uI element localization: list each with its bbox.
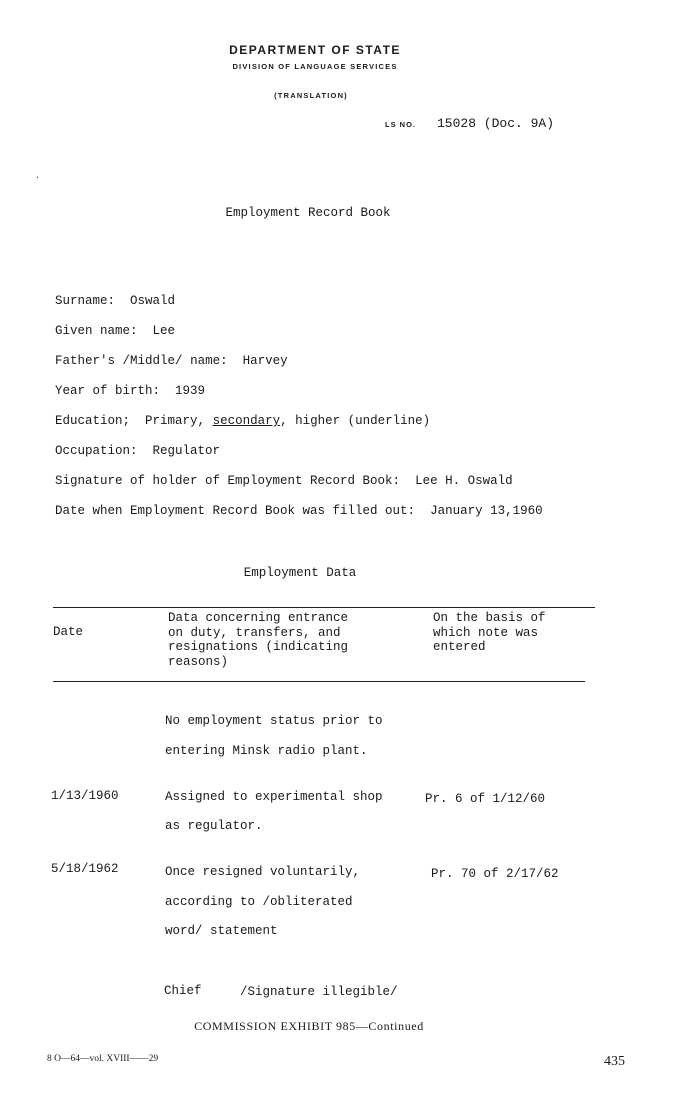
document-title: Employment Record Book bbox=[225, 206, 391, 220]
row3-date: 5/18/1962 bbox=[51, 862, 119, 876]
education-underlined: secondary bbox=[212, 414, 281, 428]
signature-value: Lee H. Oswald bbox=[415, 474, 513, 488]
table-header-rule bbox=[53, 681, 585, 682]
field-surname bbox=[55, 294, 175, 308]
surname-label: Surname: bbox=[55, 294, 116, 308]
row1-line1: No employment status prior to bbox=[165, 714, 383, 728]
year-of-birth-label: Year of birth: bbox=[55, 384, 161, 398]
header-data-line: reasons) bbox=[168, 654, 229, 669]
date-filled-value: January 13,1960 bbox=[430, 504, 543, 518]
exhibit-caption: COMMISSION EXHIBIT 985—Continued bbox=[194, 1019, 424, 1033]
education-rest: , higher (underline) bbox=[280, 414, 431, 428]
field-fathers-name bbox=[55, 354, 288, 368]
header-basis-line: which note was bbox=[433, 625, 539, 640]
header-data-line: resignations (indicating bbox=[168, 640, 349, 654]
given-name-value: Lee bbox=[152, 324, 176, 338]
division-heading: DIVISION OF LANGUAGE SERVICES bbox=[232, 62, 398, 71]
field-education bbox=[55, 414, 430, 428]
field-given-name bbox=[55, 324, 175, 338]
education-label: Education; bbox=[55, 414, 131, 428]
row2-line2: as regulator. bbox=[165, 819, 263, 833]
surname-value: Oswald bbox=[130, 294, 176, 308]
date-filled-label: Date when Employment Record Book was filled out: bbox=[55, 504, 416, 518]
occupation-value: Regulator bbox=[152, 444, 221, 458]
chief-signature: /Signature illegible/ bbox=[240, 985, 398, 999]
field-year-of-birth bbox=[55, 384, 205, 398]
table-top-rule bbox=[53, 607, 595, 608]
given-name-label: Given name: bbox=[55, 324, 138, 338]
year-of-birth-value: 1939 bbox=[175, 384, 206, 398]
header-basis bbox=[433, 611, 546, 655]
ls-number-value: 15028 (Doc. 9A) bbox=[437, 116, 555, 131]
chief-label: Chief bbox=[164, 984, 202, 998]
translation-label: (TRANSLATION) bbox=[274, 91, 348, 100]
header-basis-line: entered bbox=[433, 640, 486, 654]
volume-reference: 8 O—64—vol. XVIII——29 bbox=[47, 1054, 159, 1064]
row3-line2: according to /obliterated bbox=[165, 895, 353, 909]
education-primary: Primary, bbox=[145, 414, 206, 428]
department-heading: DEPARTMENT OF STATE bbox=[229, 43, 401, 57]
employment-data-title: Employment Data bbox=[243, 566, 357, 580]
field-signature bbox=[55, 474, 513, 488]
header-data bbox=[168, 611, 348, 669]
fathers-name-label: Father's bbox=[55, 354, 116, 368]
row1-line2: entering Minsk radio plant. bbox=[165, 744, 368, 758]
header-data-line: on duty, transfers, and bbox=[168, 625, 341, 640]
header-data-line: Data concerning entrance bbox=[168, 611, 349, 625]
row2-line1: Assigned to experimental shop bbox=[165, 790, 383, 804]
stray-mark: . bbox=[35, 172, 40, 181]
header-basis-line: On the basis of bbox=[433, 611, 546, 625]
row2-basis: Pr. 6 of 1/12/60 bbox=[425, 792, 546, 806]
name-label: name: bbox=[190, 354, 228, 368]
fathers-name-value: Harvey bbox=[242, 354, 288, 368]
row3-line3: word/ statement bbox=[165, 924, 278, 938]
field-occupation bbox=[55, 444, 220, 458]
row2-date: 1/13/1960 bbox=[51, 789, 119, 803]
middle-annotation: /Middle/ bbox=[122, 354, 183, 368]
signature-label: Signature of holder of Employment Record Book: bbox=[55, 474, 401, 488]
ls-number-label: LS NO. bbox=[385, 120, 417, 129]
row3-basis: Pr. 70 of 2/17/62 bbox=[431, 867, 559, 881]
page-number: 435 bbox=[604, 1054, 625, 1069]
row3-line1: Once resigned voluntarily, bbox=[165, 865, 361, 879]
field-date-filled bbox=[55, 504, 543, 518]
occupation-label: Occupation: bbox=[55, 444, 138, 458]
header-date: Date bbox=[53, 625, 84, 639]
